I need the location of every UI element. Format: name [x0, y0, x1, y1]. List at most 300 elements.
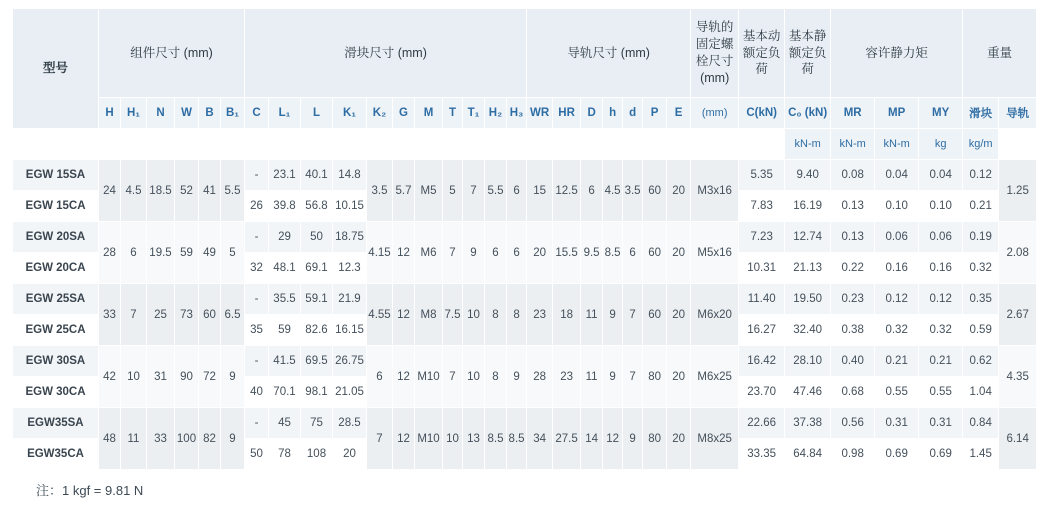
unit-cell-empty — [443, 129, 463, 160]
static-load: 9.40 — [785, 160, 831, 191]
model-cell: EGW 30SA — [13, 346, 99, 377]
unit-cell-empty — [121, 129, 147, 160]
dim-L: 82.6 — [301, 315, 333, 346]
dim-L: 69.1 — [301, 253, 333, 284]
moment-my: 0.12 — [919, 284, 963, 315]
dim-L: 59.1 — [301, 284, 333, 315]
dim-K1: 26.75 — [333, 346, 367, 377]
shared-dim-H: 48 — [99, 408, 121, 470]
shared-rail-HR: 27.5 — [553, 408, 581, 470]
moment-mr: 0.13 — [831, 222, 875, 253]
shared-dim-H2: 6 — [485, 222, 507, 284]
moment-my: 0.16 — [919, 253, 963, 284]
shared-dim-H1: 6 — [121, 222, 147, 284]
dim-C: 32 — [245, 253, 269, 284]
shared-bolt-size: M8x25 — [691, 408, 739, 470]
dim-C: 26 — [245, 191, 269, 222]
shared-bolt-size: M3x16 — [691, 160, 739, 222]
moment-mr: 0.40 — [831, 346, 875, 377]
shared-dim-W: 90 — [175, 346, 199, 408]
shared-dim-N: 31 — [147, 346, 175, 408]
unit-cell-empty — [553, 129, 581, 160]
model-cell: EGW 20CA — [13, 253, 99, 284]
shared-rail-P: 80 — [643, 346, 667, 408]
header-rail-dimensions: 导轨尺寸 (mm) — [527, 9, 691, 98]
header-dynamic-load: 基本动额定负荷 — [739, 9, 785, 98]
shared-dim-K2: 6 — [367, 346, 393, 408]
unit-cell-empty — [13, 129, 99, 160]
subheader-cell: h — [603, 98, 623, 129]
shared-dim-H1: 4.5 — [121, 160, 147, 222]
unit-cell-empty — [739, 129, 785, 160]
subheader-cell: H₁ — [121, 98, 147, 129]
subheader-cell: MP — [875, 98, 919, 129]
dim-C: 35 — [245, 315, 269, 346]
rail-weight: 2.67 — [999, 284, 1037, 346]
shared-dim-W: 52 — [175, 160, 199, 222]
table-note: 注：1 kgf = 9.81 N — [36, 483, 144, 498]
dim-L: 50 — [301, 222, 333, 253]
shared-rail-WR: 15 — [527, 160, 553, 222]
static-load: 19.50 — [785, 284, 831, 315]
moment-mp: 0.32 — [875, 315, 919, 346]
subheader-cell: B₁ — [221, 98, 245, 129]
shared-dim-T1: 7 — [463, 160, 485, 222]
block-weight: 0.12 — [963, 160, 999, 191]
moment-mr: 0.13 — [831, 191, 875, 222]
unit-cell: kg — [919, 129, 963, 160]
unit-cell-empty — [485, 129, 507, 160]
shared-rail-P: 80 — [643, 408, 667, 470]
subheader-cell: C — [245, 98, 269, 129]
header-model: 型号 — [13, 9, 99, 129]
block-weight: 0.35 — [963, 284, 999, 315]
header-weight: 重量 — [963, 9, 1037, 98]
shared-dim-B: 49 — [199, 222, 221, 284]
shared-bolt-size: M6x20 — [691, 284, 739, 346]
moment-mr: 0.56 — [831, 408, 875, 439]
subheader-cell: E — [667, 98, 691, 129]
subheader-cell: WR — [527, 98, 553, 129]
shared-dim-B: 82 — [199, 408, 221, 470]
block-weight: 0.21 — [963, 191, 999, 222]
shared-dim-G: 12 — [393, 284, 415, 346]
unit-cell: kN-m — [831, 129, 875, 160]
unit-cell-empty — [333, 129, 367, 160]
shared-rail-HR: 15.5 — [553, 222, 581, 284]
block-weight: 0.62 — [963, 346, 999, 377]
header-block-dimensions: 滑块尺寸 (mm) — [245, 9, 527, 98]
dim-L: 69.5 — [301, 346, 333, 377]
unit-cell-empty — [415, 129, 443, 160]
unit-cell-empty — [99, 129, 121, 160]
dim-C: - — [245, 408, 269, 439]
shared-rail-d: 3.5 — [623, 160, 643, 222]
dim-C: - — [245, 222, 269, 253]
rail-weight: 2.08 — [999, 222, 1037, 284]
model-cell: EGW 20SA — [13, 222, 99, 253]
shared-rail-h: 8.5 — [603, 222, 623, 284]
shared-dim-H1: 11 — [121, 408, 147, 470]
static-load: 21.13 — [785, 253, 831, 284]
subheader-cell: T — [443, 98, 463, 129]
shared-dim-T: 7 — [443, 222, 463, 284]
table-row — [13, 160, 1037, 191]
shared-dim-H2: 8 — [485, 284, 507, 346]
header-bolt-size: 导轨的固定螺栓尺寸 (mm) — [691, 9, 739, 98]
shared-dim-B: 60 — [199, 284, 221, 346]
shared-dim-N: 19.5 — [147, 222, 175, 284]
moment-my: 0.55 — [919, 377, 963, 408]
model-cell: EGW 15SA — [13, 160, 99, 191]
subheader-cell: H — [99, 98, 121, 129]
unit-cell-empty — [603, 129, 623, 160]
shared-rail-E: 20 — [667, 284, 691, 346]
header-assembly-dimensions: 组件尺寸 (mm) — [99, 9, 245, 98]
unit-cell-empty — [245, 129, 269, 160]
unit-cell-empty — [527, 129, 553, 160]
block-weight: 0.84 — [963, 408, 999, 439]
shared-rail-HR: 12.5 — [553, 160, 581, 222]
dim-L1: 39.8 — [269, 191, 301, 222]
unit-cell-empty — [643, 129, 667, 160]
dynamic-load: 5.35 — [739, 160, 785, 191]
dim-L1: 35.5 — [269, 284, 301, 315]
unit-cell-empty — [667, 129, 691, 160]
shared-dim-N: 25 — [147, 284, 175, 346]
shared-dim-H: 42 — [99, 346, 121, 408]
static-load: 47.46 — [785, 377, 831, 408]
subheader-cell: L — [301, 98, 333, 129]
shared-bolt-size: M6x25 — [691, 346, 739, 408]
dynamic-load: 10.31 — [739, 253, 785, 284]
shared-rail-d: 7 — [623, 284, 643, 346]
dim-L1: 70.1 — [269, 377, 301, 408]
dynamic-load: 16.42 — [739, 346, 785, 377]
model-cell: EGW35SA — [13, 408, 99, 439]
unit-cell: kg/m — [963, 129, 999, 160]
block-weight: 0.32 — [963, 253, 999, 284]
shared-dim-H3: 9 — [507, 346, 527, 408]
unit-cell-empty — [691, 129, 739, 160]
dim-K1: 20 — [333, 439, 367, 470]
shared-dim-H1: 10 — [121, 346, 147, 408]
table-row — [13, 408, 1037, 439]
shared-rail-d: 6 — [623, 222, 643, 284]
unit-cell-empty — [221, 129, 245, 160]
shared-dim-T1: 9 — [463, 222, 485, 284]
shared-rail-d: 9 — [623, 408, 643, 470]
unit-cell-empty — [269, 129, 301, 160]
dim-K1: 14.8 — [333, 160, 367, 191]
shared-dim-K2: 7 — [367, 408, 393, 470]
dim-L1: 29 — [269, 222, 301, 253]
shared-rail-E: 20 — [667, 222, 691, 284]
table-row — [13, 284, 1037, 315]
shared-dim-H3: 8.5 — [507, 408, 527, 470]
shared-rail-D: 14 — [581, 408, 603, 470]
dim-L: 75 — [301, 408, 333, 439]
shared-rail-P: 60 — [643, 284, 667, 346]
shared-bolt-size: M5x16 — [691, 222, 739, 284]
shared-dim-B1: 5.5 — [221, 160, 245, 222]
moment-mr: 0.68 — [831, 377, 875, 408]
shared-dim-T1: 10 — [463, 346, 485, 408]
shared-rail-d: 7 — [623, 346, 643, 408]
table-row — [13, 222, 1037, 253]
specification-table — [12, 8, 1037, 470]
static-load: 32.40 — [785, 315, 831, 346]
subheader-cell: 导轨 — [999, 98, 1037, 129]
shared-dim-G: 5.7 — [393, 160, 415, 222]
moment-mp: 0.69 — [875, 439, 919, 470]
shared-rail-h: 9 — [603, 284, 623, 346]
subheader-cell: (mm) — [691, 98, 739, 129]
moment-my: 0.32 — [919, 315, 963, 346]
static-load: 16.19 — [785, 191, 831, 222]
static-load: 64.84 — [785, 439, 831, 470]
moment-mr: 0.23 — [831, 284, 875, 315]
shared-dim-M: M6 — [415, 222, 443, 284]
shared-rail-h: 12 — [603, 408, 623, 470]
subheader-cell: K₂ — [367, 98, 393, 129]
dim-L: 56.8 — [301, 191, 333, 222]
moment-my: 0.10 — [919, 191, 963, 222]
shared-rail-D: 6 — [581, 160, 603, 222]
model-cell: EGW 30CA — [13, 377, 99, 408]
shared-dim-H3: 6 — [507, 160, 527, 222]
shared-dim-N: 18.5 — [147, 160, 175, 222]
dim-C: - — [245, 284, 269, 315]
unit-cell-empty — [507, 129, 527, 160]
moment-my: 0.69 — [919, 439, 963, 470]
unit-cell-empty — [623, 129, 643, 160]
shared-rail-WR: 34 — [527, 408, 553, 470]
dim-L: 98.1 — [301, 377, 333, 408]
shared-dim-H1: 7 — [121, 284, 147, 346]
shared-dim-T: 7 — [443, 346, 463, 408]
shared-rail-WR: 20 — [527, 222, 553, 284]
subheader-cell: HR — [553, 98, 581, 129]
shared-dim-T1: 13 — [463, 408, 485, 470]
moment-mp: 0.10 — [875, 191, 919, 222]
shared-dim-B: 72 — [199, 346, 221, 408]
subheader-cell: H₂ — [485, 98, 507, 129]
shared-dim-K2: 4.55 — [367, 284, 393, 346]
dynamic-load: 33.35 — [739, 439, 785, 470]
shared-dim-T: 10 — [443, 408, 463, 470]
subheader-cell: MY — [919, 98, 963, 129]
shared-dim-N: 33 — [147, 408, 175, 470]
subheader-cell: H₃ — [507, 98, 527, 129]
table-row — [13, 346, 1037, 377]
header-static-moment: 容许静力矩 — [831, 9, 963, 98]
shared-dim-G: 12 — [393, 346, 415, 408]
subheader-cell: MR — [831, 98, 875, 129]
unit-cell: kN-m — [785, 129, 831, 160]
unit-cell: kN-m — [875, 129, 919, 160]
shared-dim-B: 41 — [199, 160, 221, 222]
shared-dim-H3: 6 — [507, 222, 527, 284]
shared-dim-H2: 5.5 — [485, 160, 507, 222]
moment-mr: 0.08 — [831, 160, 875, 191]
shared-dim-H2: 8 — [485, 346, 507, 408]
subheader-cell: T₁ — [463, 98, 485, 129]
dim-L1: 45 — [269, 408, 301, 439]
moment-mp: 0.04 — [875, 160, 919, 191]
moment-mr: 0.98 — [831, 439, 875, 470]
model-cell: EGW 25SA — [13, 284, 99, 315]
moment-mp: 0.31 — [875, 408, 919, 439]
moment-mr: 0.38 — [831, 315, 875, 346]
shared-dim-H: 33 — [99, 284, 121, 346]
dim-L1: 41.5 — [269, 346, 301, 377]
shared-rail-E: 20 — [667, 346, 691, 408]
moment-mp: 0.55 — [875, 377, 919, 408]
model-cell: EGW 25CA — [13, 315, 99, 346]
unit-cell-empty — [175, 129, 199, 160]
unit-cell-empty — [463, 129, 485, 160]
shared-dim-M: M10 — [415, 408, 443, 470]
shared-dim-T: 5 — [443, 160, 463, 222]
subheader-cell: K₁ — [333, 98, 367, 129]
subheader-cell: N — [147, 98, 175, 129]
shared-dim-H2: 8.5 — [485, 408, 507, 470]
unit-cell-empty — [199, 129, 221, 160]
shared-rail-h: 4.5 — [603, 160, 623, 222]
subheader-cell: W — [175, 98, 199, 129]
shared-dim-M: M10 — [415, 346, 443, 408]
model-cell: EGW 15CA — [13, 191, 99, 222]
dim-K1: 18.75 — [333, 222, 367, 253]
shared-rail-E: 20 — [667, 408, 691, 470]
shared-rail-WR: 28 — [527, 346, 553, 408]
header-static-load: 基本静额定负荷 — [785, 9, 831, 98]
moment-my: 0.31 — [919, 408, 963, 439]
dynamic-load: 11.40 — [739, 284, 785, 315]
shared-dim-B1: 6.5 — [221, 284, 245, 346]
rail-weight: 6.14 — [999, 408, 1037, 470]
shared-dim-G: 12 — [393, 222, 415, 284]
moment-my: 0.21 — [919, 346, 963, 377]
dynamic-load: 16.27 — [739, 315, 785, 346]
dim-K1: 21.9 — [333, 284, 367, 315]
shared-dim-W: 100 — [175, 408, 199, 470]
shared-dim-W: 73 — [175, 284, 199, 346]
dim-C: - — [245, 346, 269, 377]
dim-L: 108 — [301, 439, 333, 470]
block-weight: 1.04 — [963, 377, 999, 408]
moment-mp: 0.21 — [875, 346, 919, 377]
dim-L1: 48.1 — [269, 253, 301, 284]
shared-dim-W: 59 — [175, 222, 199, 284]
dynamic-load: 22.66 — [739, 408, 785, 439]
static-load: 28.10 — [785, 346, 831, 377]
shared-rail-HR: 23 — [553, 346, 581, 408]
subheader-cell: P — [643, 98, 667, 129]
subheader-cell: C₀ (kN) — [785, 98, 831, 129]
subheader-cell: 滑块 — [963, 98, 999, 129]
shared-dim-B1: 9 — [221, 408, 245, 470]
moment-mp: 0.12 — [875, 284, 919, 315]
static-load: 37.38 — [785, 408, 831, 439]
shared-rail-D: 11 — [581, 284, 603, 346]
moment-my: 0.06 — [919, 222, 963, 253]
shared-dim-T: 7.5 — [443, 284, 463, 346]
shared-dim-K2: 4.15 — [367, 222, 393, 284]
dim-L1: 78 — [269, 439, 301, 470]
shared-dim-K2: 3.5 — [367, 160, 393, 222]
subheader-cell: D — [581, 98, 603, 129]
dim-L: 40.1 — [301, 160, 333, 191]
dim-C: 40 — [245, 377, 269, 408]
shared-dim-T1: 10 — [463, 284, 485, 346]
shared-dim-M: M8 — [415, 284, 443, 346]
static-load: 12.74 — [785, 222, 831, 253]
block-weight: 1.45 — [963, 439, 999, 470]
unit-cell-empty — [581, 129, 603, 160]
subheader-cell: B — [199, 98, 221, 129]
shared-dim-B1: 9 — [221, 346, 245, 408]
unit-cell-empty — [301, 129, 333, 160]
shared-dim-G: 12 — [393, 408, 415, 470]
dynamic-load: 7.83 — [739, 191, 785, 222]
shared-dim-B1: 5 — [221, 222, 245, 284]
dim-K1: 16.15 — [333, 315, 367, 346]
model-cell: EGW35CA — [13, 439, 99, 470]
shared-rail-P: 60 — [643, 222, 667, 284]
subheader-cell: G — [393, 98, 415, 129]
dynamic-load: 7.23 — [739, 222, 785, 253]
dim-L1: 59 — [269, 315, 301, 346]
moment-mp: 0.06 — [875, 222, 919, 253]
shared-dim-H: 24 — [99, 160, 121, 222]
shared-dim-M: M5 — [415, 160, 443, 222]
rail-weight: 1.25 — [999, 160, 1037, 222]
shared-rail-P: 60 — [643, 160, 667, 222]
dim-K1: 12.3 — [333, 253, 367, 284]
subheader-cell: d — [623, 98, 643, 129]
shared-rail-h: 9 — [603, 346, 623, 408]
shared-rail-D: 11 — [581, 346, 603, 408]
moment-mp: 0.16 — [875, 253, 919, 284]
shared-dim-H: 28 — [99, 222, 121, 284]
subheader-cell: M — [415, 98, 443, 129]
shared-rail-HR: 18 — [553, 284, 581, 346]
dim-K1: 10.15 — [333, 191, 367, 222]
shared-rail-D: 9.5 — [581, 222, 603, 284]
dim-C: 50 — [245, 439, 269, 470]
dim-C: - — [245, 160, 269, 191]
moment-my: 0.04 — [919, 160, 963, 191]
block-weight: 0.19 — [963, 222, 999, 253]
dim-K1: 21.05 — [333, 377, 367, 408]
block-weight: 0.59 — [963, 315, 999, 346]
shared-dim-H3: 8 — [507, 284, 527, 346]
dim-L1: 23.1 — [269, 160, 301, 191]
shared-rail-WR: 23 — [527, 284, 553, 346]
moment-mr: 0.22 — [831, 253, 875, 284]
unit-cell-empty — [393, 129, 415, 160]
subheader-cell: L₁ — [269, 98, 301, 129]
unit-cell-empty — [367, 129, 393, 160]
unit-cell-empty — [147, 129, 175, 160]
dim-K1: 28.5 — [333, 408, 367, 439]
dynamic-load: 23.70 — [739, 377, 785, 408]
subheader-cell: C(kN) — [739, 98, 785, 129]
shared-rail-E: 20 — [667, 160, 691, 222]
rail-weight: 4.35 — [999, 346, 1037, 408]
